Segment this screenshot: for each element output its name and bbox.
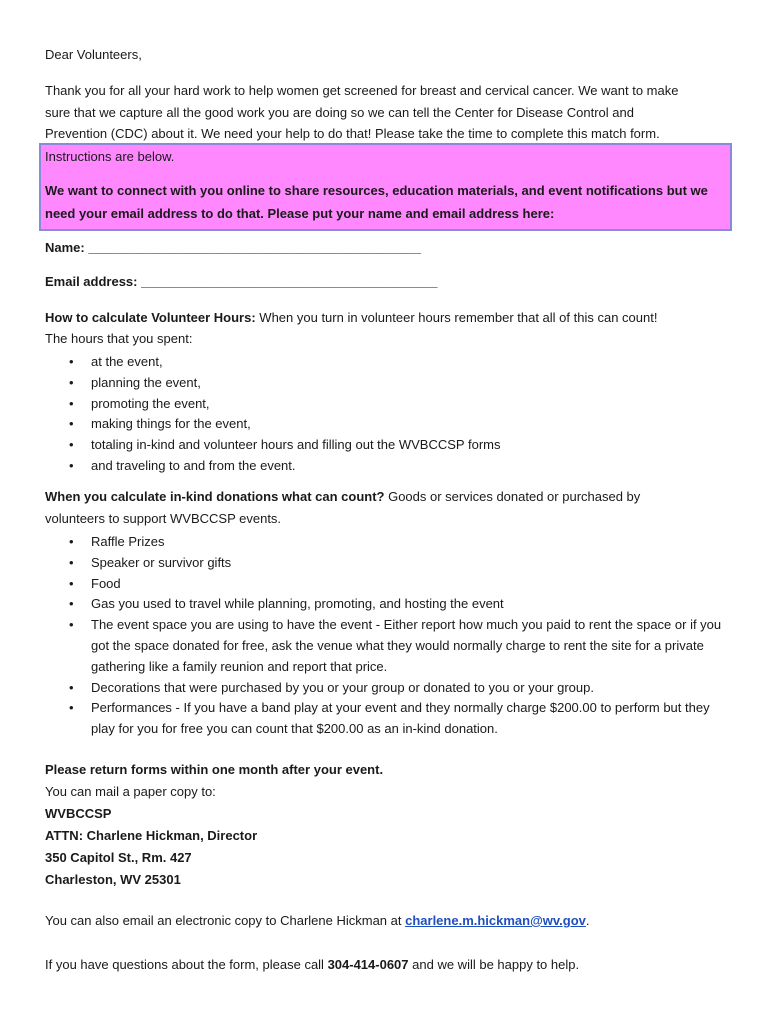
volunteer-hours-subline: The hours that you spent: — [45, 331, 193, 346]
inkind-subline: volunteers to support WVBCCSP events. — [45, 511, 282, 526]
email-prefix: You can also email an electronic copy to Charlene Hickman at — [45, 913, 406, 928]
list-item: • planning the event, — [45, 373, 727, 394]
phone-suffix: and we will be happy to help. — [408, 957, 580, 972]
bullet-icon: • — [69, 617, 74, 633]
inkind-title: When you calculate in-kind donations what can count? — [45, 489, 385, 504]
address-line-2: ATTN: Charlene Hickman, Director — [45, 828, 258, 843]
list-item: • making things for the event, — [45, 414, 727, 435]
name-field[interactable]: Name: ______________________________________________ — [45, 240, 421, 255]
list-item: • Speaker or survivor gifts — [45, 553, 727, 574]
list-item: • and traveling to and from the event. — [45, 456, 727, 477]
bullet-icon: • — [69, 374, 74, 390]
address-line-4: Charleston, WV 25301 — [45, 872, 181, 887]
list-item: • Decorations that were purchased by you or your group or donated to you or your group. — [45, 678, 727, 699]
bullet-icon: • — [69, 437, 74, 453]
list-item: • totaling in-kind and volunteer hours and filling out the WVBCCSP forms — [45, 435, 727, 456]
phone-number: 304-414-0607 — [327, 957, 409, 972]
email-link[interactable]: charlene.m.hickman@wv.gov — [405, 913, 586, 928]
intro-line-2: sure that we capture all the good work you are doing so we can tell the Center for Disease Control and — [45, 105, 634, 120]
list-item: • Food — [45, 574, 727, 595]
volunteer-hours-heading — [45, 308, 657, 328]
list-item: • Performances - If you have a band play at your event and they normally charge $200.00 to perform but they play for you for free you can count that $200.00 as an in-kind donation. — [69, 700, 710, 737]
bullet-icon: • — [69, 354, 74, 369]
bullet-icon: • — [69, 457, 74, 473]
phone-line — [45, 955, 579, 975]
bullet-icon: • — [69, 395, 74, 411]
bullet-icon: • — [69, 596, 74, 612]
bullet-icon: • — [69, 575, 74, 591]
phone-prefix: If you have questions about the form, please call — [45, 957, 328, 972]
list-item: • Gas you used to travel while planning, promoting, and hosting the event — [45, 594, 727, 615]
intro-line-4: Instructions are below. — [45, 149, 175, 164]
bullet-icon: • — [69, 679, 74, 695]
list-item: • at the event, — [45, 352, 727, 373]
highlight-line-2: need your email address to do that. Please put your name and email address here: — [45, 206, 555, 221]
email-suffix: . — [585, 913, 590, 928]
bullet-icon: • — [69, 700, 74, 716]
bullet-icon: • — [69, 554, 74, 570]
address-line-3: 350 Capitol St., Rm. 427 — [45, 850, 192, 865]
greeting: Dear Volunteers, — [45, 47, 142, 62]
list-item: • The event space you are using to have the event - Either report how much you paid to rent the space or if you got the space donated for free, ask the venue what they would normally charge to rent the site for a private gathering like a family reunion and report that price. — [69, 617, 722, 674]
email-field[interactable]: Email address: _________________________________________ — [45, 274, 438, 289]
volunteer-hours-rest: When you turn in volunteer hours remember that all of this can count! — [255, 310, 658, 325]
email-line — [45, 911, 590, 931]
list-item: • promoting the event, — [45, 394, 727, 415]
mail-line: You can mail a paper copy to: — [45, 784, 216, 799]
inkind-list — [45, 532, 727, 740]
return-heading: Please return forms within one month after your event. — [45, 762, 384, 777]
list-item: • Raffle Prizes — [45, 532, 727, 553]
address-line-1: WVBCCSP — [45, 806, 112, 821]
bullet-icon: • — [69, 416, 74, 432]
volunteer-hours-title: How to calculate Volunteer Hours: — [45, 310, 256, 325]
volunteer-hours-list — [45, 352, 727, 477]
inkind-heading — [45, 487, 640, 507]
intro-line-3: Prevention (CDC) about it. We need your help to do that! Please take the time to complete this match form. — [45, 126, 660, 141]
highlight-line-1: We want to connect with you online to share resources, education materials, and event notifications but we — [45, 183, 708, 198]
intro-line-1: Thank you for all your hard work to help women get screened for breast and cervical cancer. We want to make — [45, 83, 679, 98]
bullet-icon: • — [69, 534, 74, 549]
inkind-rest: Goods or services donated or purchased by — [384, 489, 641, 504]
